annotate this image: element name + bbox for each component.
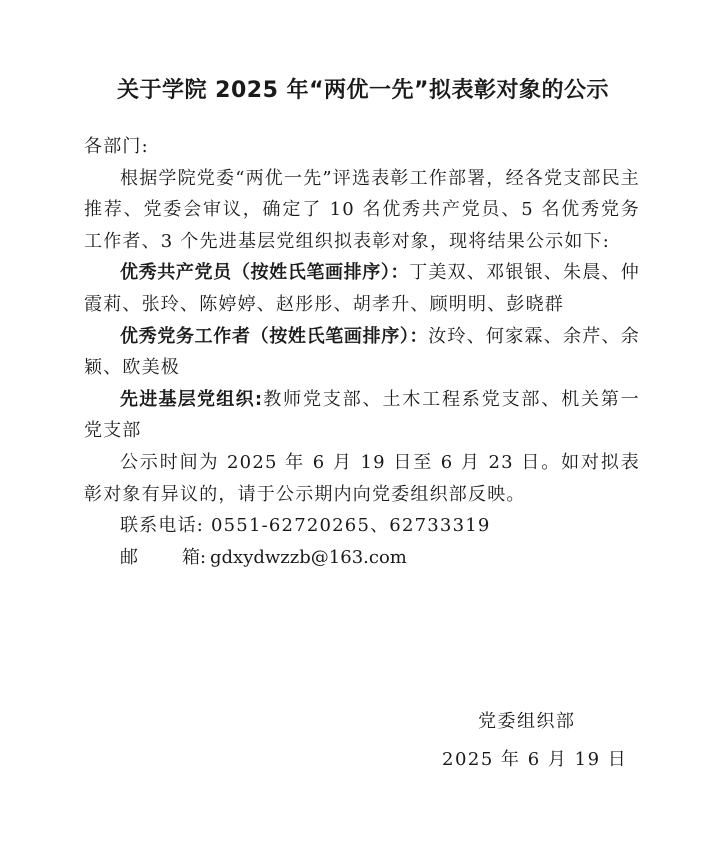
document-title: 关于学院 2025 年“两优一先”拟表彰对象的公示 [117, 78, 609, 103]
contact-phone [84, 510, 640, 542]
document-body [84, 131, 640, 573]
phone-value: 0551-62720265、62733319 [211, 515, 491, 537]
signature-date: 2025 年 6 月 19 日 [442, 749, 628, 770]
section-names: 汝玲、何家霖、余芹、余颖、欧美极 [84, 325, 640, 379]
salutation: 各部门: [84, 136, 149, 157]
signature-organization: 党委组织部 [478, 711, 576, 732]
email-label-char-1: 邮 [120, 546, 138, 568]
email-label-char-2: 箱: [182, 546, 207, 568]
section-excellent-members [84, 257, 640, 320]
section-names: 教师党支部、土木工程系党支部、机关第一党支部 [84, 388, 640, 442]
intro-paragraph: 根据学院党委“两优一先”评选表彰工作部署，经各党支部民主推荐、党委会审议，确定了 10 名优秀共产党员、5 名优秀党务工作者、3 个先进基层党组织拟表彰对象，现将结果公示如下: [84, 167, 641, 252]
email-label [120, 542, 210, 574]
section-advanced-organizations [84, 384, 640, 447]
section-names: 丁美双、邓银银、朱晨、仲霞莉、张玲、陈婷婷、赵彤彤、胡孝升、顾明明、彭晓群 [84, 262, 640, 315]
notice-period-paragraph: 公示时间为 2025 年 6 月 19 日至 6 月 23 日。如对拟表彰对象有异议的，请于公示期内向党委组织部反映。 [84, 451, 640, 505]
contact-email [84, 542, 640, 574]
section-label: 优秀共产党员（按姓氏笔画排序）： [120, 262, 410, 284]
section-label: 优秀党务工作者（按姓氏笔画排序）： [120, 325, 429, 347]
section-label: 先进基层党组织: [120, 388, 263, 410]
email-value[interactable]: gdxydwzzb@163.com [210, 546, 407, 568]
section-excellent-affairs-workers [84, 321, 640, 384]
phone-label: 联系电话: [120, 515, 205, 537]
